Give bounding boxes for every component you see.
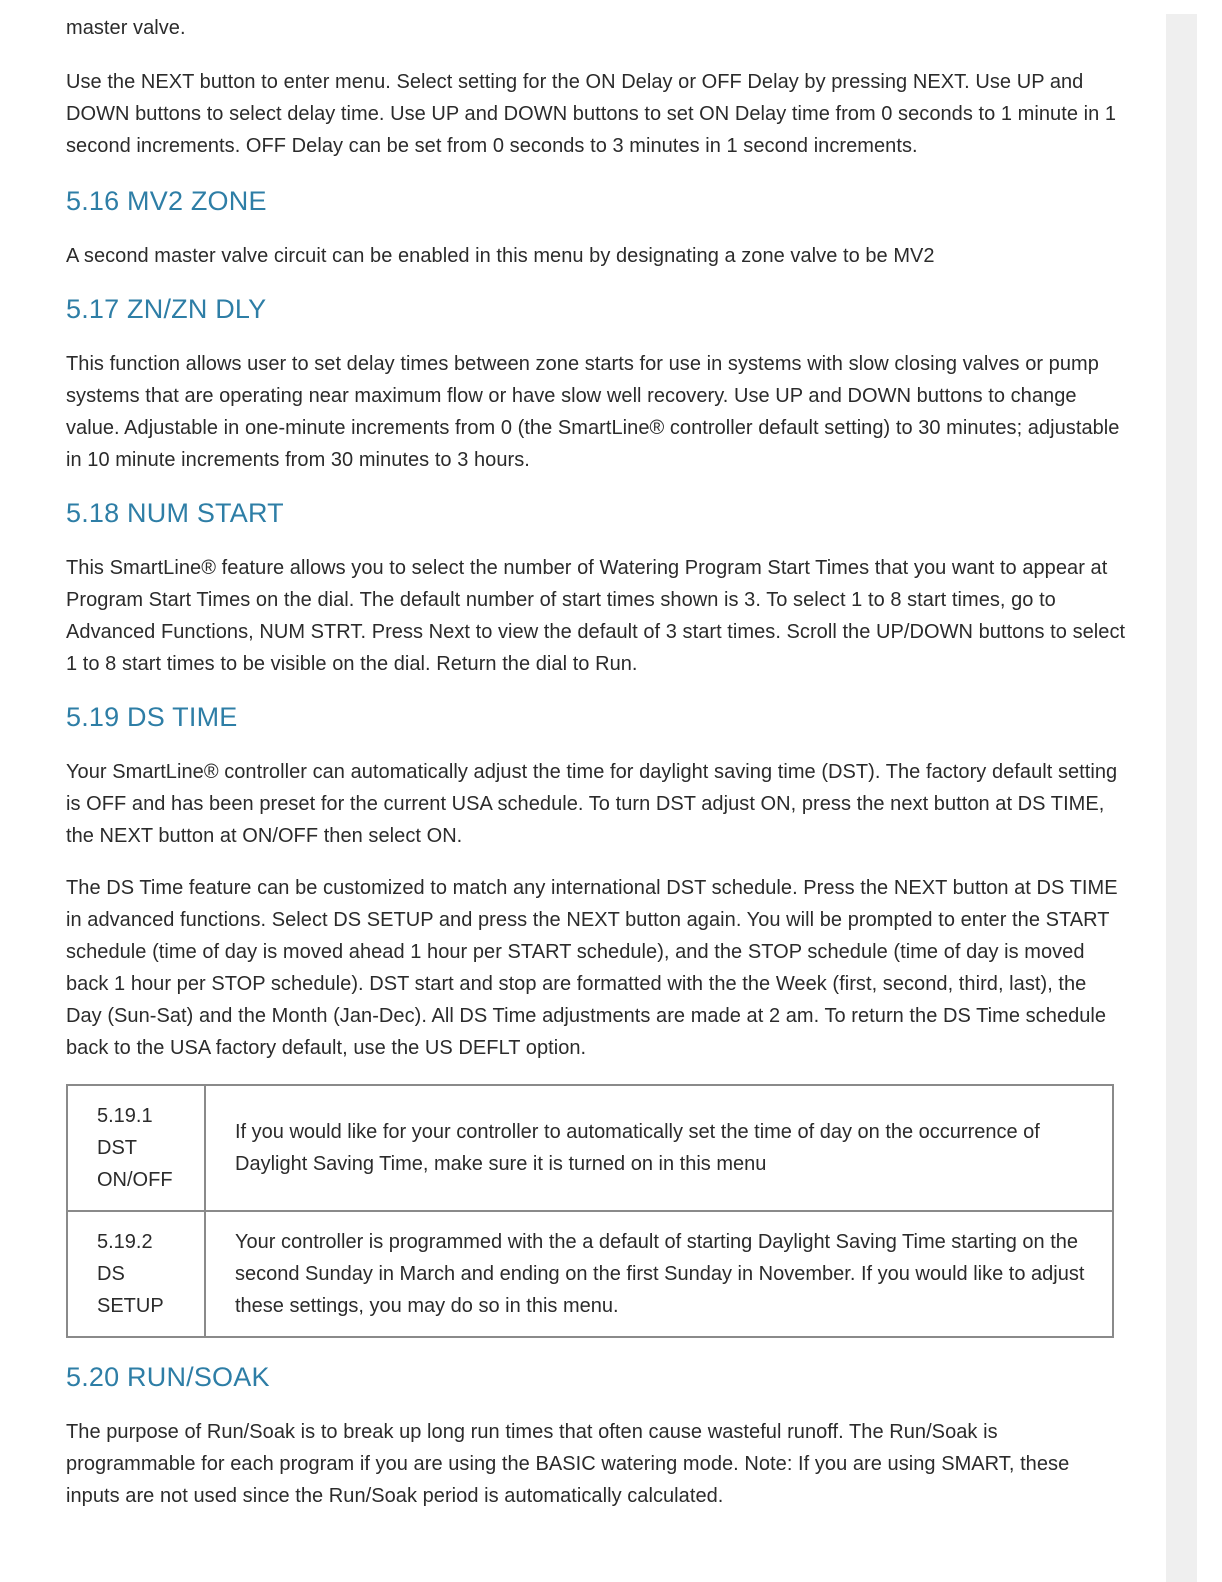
table-row — [67, 1085, 1113, 1211]
section-paragraph-zn-zn-dly: This function allows user to set delay times between zone starts for use in systems with slow closing valves or pump systems that are operating near maximum flow or have slow well recovery. Use UP and DOWN buttons to change value. Adjustable in one-minute increments from 0 (the SmartLine® controller default setting) to 30 minutes; adjustable in 10 minute increments from 30 minutes to 3 hours. — [66, 353, 1120, 471]
section-paragraph-num-start: This SmartLine® feature allows you to select the number of Watering Program Start Times that you want to appear at Program Start Times on the dial. The default number of start times shown is 3. To select 1 to 8 start times, go to Advanced Functions, NUM STRT. Press Next to view the default of 3 start times. Scroll the UP/DOWN buttons to select 1 to 8 start times to be visible on the dial. Return the dial to Run. — [66, 557, 1126, 675]
table-label-cell — [67, 1085, 205, 1211]
table-row — [67, 1211, 1113, 1337]
intro-fragment: master valve. — [66, 17, 186, 39]
document-page — [66, 12, 1126, 1512]
table-label-line: DS — [97, 1263, 125, 1285]
scrollbar-track[interactable] — [1166, 14, 1197, 1582]
table-description-cell: Your controller is programmed with the a default of starting Daylight Saving Time starting on the second Sunday in March and ending on the first Sunday in November. If you would like to adjust these settings, you may do so in this menu. — [205, 1211, 1113, 1337]
section-heading-mv2-zone: 5.16 MV2 ZONE — [66, 186, 267, 216]
section-paragraph-run-soak: The purpose of Run/Soak is to break up long run times that often cause wasteful runoff. The Run/Soak is programmable for each program if you are using the BASIC watering mode. Note: If you are using SMART, these inputs are not used since the Run/Soak period is automatically calculated. — [66, 1421, 1070, 1507]
table-label-line: SETUP — [97, 1295, 164, 1317]
section-heading-zn-zn-dly: 5.17 ZN/ZN DLY — [66, 294, 267, 324]
dst-settings-table — [66, 1084, 1114, 1338]
section-heading-num-start: 5.18 NUM START — [66, 498, 284, 528]
intro-paragraph: Use the NEXT button to enter menu. Select setting for the ON Delay or OFF Delay by pressing NEXT. Use UP and DOWN buttons to select delay time. Use UP and DOWN buttons to set ON Delay time from 0 seconds to 1 minute in 1 second increments. OFF Delay can be set from 0 seconds to 3 minutes in 1 second increments. — [66, 71, 1117, 157]
section-paragraph-ds-time-1: Your SmartLine® controller can automatically adjust the time for daylight saving time (DST). The factory default setting is OFF and has been preset for the current USA schedule. To turn DST adjust ON, press the next button at DS TIME, the NEXT button at ON/OFF then select ON. — [66, 761, 1118, 847]
section-heading-ds-time: 5.19 DS TIME — [66, 702, 238, 732]
table-label-cell — [67, 1211, 205, 1337]
table-label-line: 5.19.2 — [97, 1231, 153, 1253]
table-description-cell: If you would like for your controller to automatically set the time of day on the occurrence of Daylight Saving Time, make sure it is turned on in this menu — [205, 1085, 1113, 1211]
section-paragraph-mv2-zone: A second master valve circuit can be enabled in this menu by designating a zone valve to be MV2 — [66, 245, 935, 267]
section-heading-run-soak: 5.20 RUN/SOAK — [66, 1362, 270, 1392]
table-label-line: ON/OFF — [97, 1169, 173, 1191]
table-label-line: 5.19.1 — [97, 1105, 153, 1127]
section-paragraph-ds-time-2: The DS Time feature can be customized to match any international DST schedule. Press the NEXT button at DS TIME in advanced functions. Select DS SETUP and press the NEXT button again. You will be prompted to enter the START schedule (time of day is moved ahead 1 hour per START schedule), and the STOP schedule (time of day is moved back 1 hour per STOP schedule). DST start and stop are formatted with the the Week (first, second, third, last), the Day (Sun-Sat) and the Month (Jan-Dec). All DS Time adjustments are made at 2 am. To return the DS Time schedule back to the USA factory default, use the US DEFLT option. — [66, 877, 1118, 1059]
table-label-line: DST — [97, 1137, 137, 1159]
